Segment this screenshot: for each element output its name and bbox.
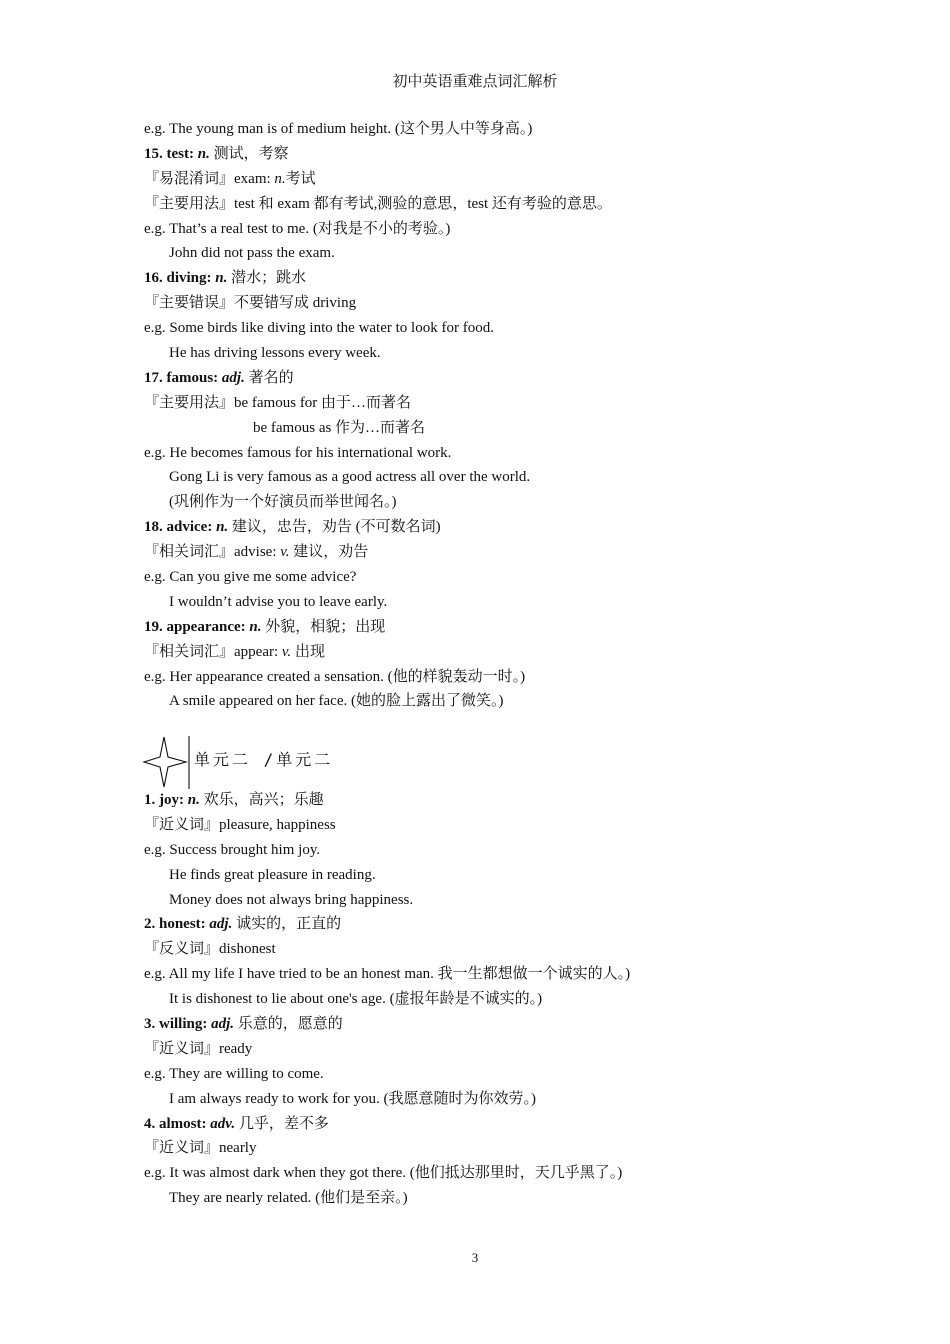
headword: 3. willing: xyxy=(144,1016,212,1033)
page-header: 初中英语重难点词汇解析 xyxy=(392,74,558,90)
entry-headword xyxy=(144,1012,904,1037)
note-text: 『相关词汇』advise: xyxy=(144,544,281,561)
entry-headword xyxy=(144,515,904,540)
usage-note: 『反义词』dishonest xyxy=(144,941,276,958)
example-sentence: I am always ready to work for you. (我愿意随时为你效劳。) xyxy=(169,1090,537,1107)
example-sentence: John did not pass the exam. xyxy=(169,245,335,262)
entry-headword xyxy=(144,615,904,640)
entry-headword xyxy=(144,366,904,391)
headword: 15. test: xyxy=(144,145,198,162)
note-text: 『相关词汇』appear: xyxy=(144,643,282,660)
note-text: 出现 xyxy=(291,643,325,660)
part-of-speech: adv. xyxy=(210,1115,236,1132)
example-sentence: e.g. That’s a real test to me. (对我是不小的考验。) xyxy=(144,220,451,237)
headword: 1. joy: xyxy=(144,792,188,808)
example-sentence: e.g. He becomes famous for his international work. xyxy=(144,444,452,461)
definition: 建议，忠告，劝告 (不可数名词) xyxy=(228,519,441,536)
headword: 16. diving: xyxy=(144,270,216,287)
definition: 著名的 xyxy=(244,369,294,386)
headword: 19. appearance: xyxy=(144,618,250,635)
example-sentence: e.g. Success brought him joy. xyxy=(144,841,321,858)
definition: 乐意的，愿意的 xyxy=(234,1016,343,1033)
note-text: 『易混淆词』exam: xyxy=(144,170,275,187)
four-point-star-icon xyxy=(142,733,194,791)
vocab-block-2 xyxy=(144,788,904,1211)
note-text: 考试 xyxy=(285,170,316,187)
section-heading xyxy=(142,733,442,791)
example-sentence: e.g. The young man is of medium height. (这个男人中等身高。) xyxy=(144,121,533,137)
entry-headword xyxy=(144,1112,904,1137)
example-sentence: Money does not always bring happiness. xyxy=(169,891,414,908)
headword: 4. almost: xyxy=(144,1115,211,1132)
example-sentence: He has driving lessons every week. xyxy=(169,345,381,362)
headword: 17. famous: xyxy=(144,369,222,386)
definition: 诚实的，正直的 xyxy=(232,916,342,933)
part-of-speech: v. xyxy=(281,643,292,660)
usage-note xyxy=(144,167,904,192)
example-sentence: be famous as 作为…而著名 xyxy=(253,419,426,436)
example-sentence: e.g. Can you give me some advice? xyxy=(144,569,357,586)
example-sentence: e.g. Some birds like diving into the water to look for food. xyxy=(144,320,494,337)
part-of-speech: n. xyxy=(249,618,262,635)
usage-note: 『主要错误』不要错写成 driving xyxy=(144,295,357,312)
vocab-block-1 xyxy=(144,117,904,714)
headword: 2. honest: xyxy=(144,916,210,933)
part-of-speech: adj. xyxy=(221,369,245,386)
usage-note xyxy=(144,640,904,665)
usage-note: 『近义词』nearly xyxy=(144,1140,257,1157)
definition: 欢乐，高兴；乐趣 xyxy=(199,792,324,808)
definition: 潜水；跳水 xyxy=(227,270,307,287)
usage-note: 『主要用法』be famous for 由于…而著名 xyxy=(144,394,412,411)
example-sentence: (巩俐作为一个好演员而举世闻名。) xyxy=(169,494,397,511)
usage-note: 『近义词』pleasure, happiness xyxy=(144,816,336,833)
example-sentence: I wouldn’t advise you to leave early. xyxy=(169,593,388,610)
part-of-speech: n. xyxy=(187,792,200,808)
example-sentence: He finds great pleasure in reading. xyxy=(169,866,376,883)
usage-note xyxy=(144,540,904,565)
part-of-speech: adj. xyxy=(209,916,233,933)
usage-note: 『主要用法』test 和 exam 都有考试,测验的意思，test 还有考验的意思。 xyxy=(144,195,612,212)
headword: 18. advice: xyxy=(144,519,217,536)
definition: 外貌，相貌；出现 xyxy=(261,618,386,635)
definition: 测试，考察 xyxy=(209,145,289,162)
example-sentence: e.g. They are willing to come. xyxy=(144,1065,324,1082)
example-sentence: e.g. Her appearance created a sensation. (他的样貌轰动一时。) xyxy=(144,668,526,685)
example-sentence: It is dishonest to lie about one's age. (虚报年龄是不诚实的。) xyxy=(169,991,543,1008)
definition: 几乎，差不多 xyxy=(235,1115,329,1132)
part-of-speech: n. xyxy=(216,519,229,536)
part-of-speech: v. xyxy=(280,544,290,561)
example-sentence: e.g. All my life I have tried to be an honest man. 我一生都想做一个诚实的人。) xyxy=(144,966,631,983)
entry-headword xyxy=(144,266,904,291)
part-of-speech: n. xyxy=(215,270,228,287)
section-title: 单元二 /单元二 xyxy=(194,750,334,769)
example-sentence: e.g. It was almost dark when they got there. (他们抵达那里时，天几乎黑了。) xyxy=(144,1165,623,1182)
entry-headword xyxy=(144,142,904,167)
part-of-speech: n. xyxy=(197,145,210,162)
part-of-speech: adj. xyxy=(211,1016,235,1033)
usage-note: 『近义词』ready xyxy=(144,1040,253,1057)
part-of-speech: n. xyxy=(274,170,286,187)
example-sentence: Gong Li is very famous as a good actress all over the world. xyxy=(169,469,531,486)
note-text: 建议，劝告 xyxy=(289,544,369,561)
entry-headword xyxy=(144,788,904,813)
example-sentence: A smile appeared on her face. (她的脸上露出了微笑。) xyxy=(169,693,504,710)
entry-headword xyxy=(144,912,904,937)
example-sentence: They are nearly related. (他们是至亲。) xyxy=(169,1190,408,1207)
page-number: 3 xyxy=(471,1250,479,1265)
